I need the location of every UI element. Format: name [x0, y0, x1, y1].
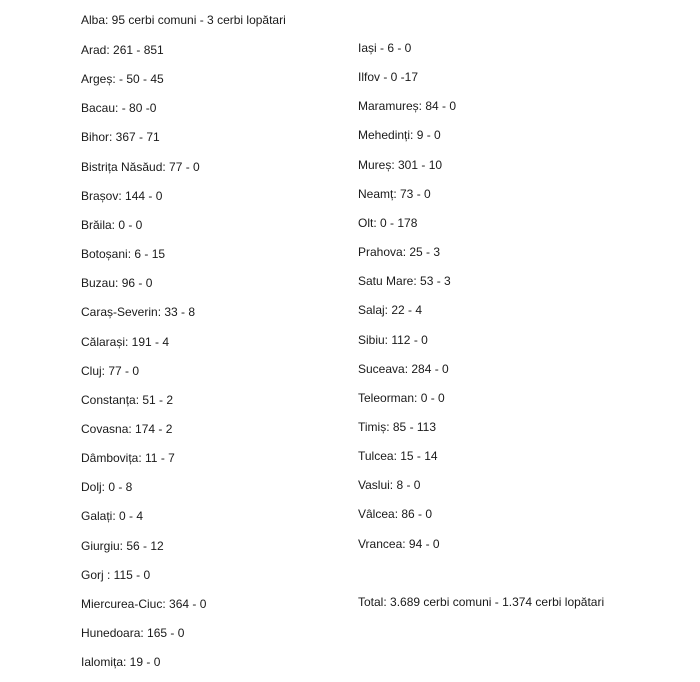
total-line: Total: 3.689 cerbi comuni - 1.374 cerbi lopătari	[358, 595, 605, 609]
left-column-entry: Hunedoara: 165 - 0	[81, 626, 185, 640]
left-column-entry: Brăila: 0 - 0	[81, 217, 143, 232]
right-column-entry: Mehedinți: 9 - 0	[358, 128, 441, 143]
left-column-entry: Ialomița: 19 - 0	[81, 655, 161, 670]
left-column-entry: Călarași: 191 - 4	[81, 334, 170, 349]
right-column-entry: Olt: 0 - 178	[358, 215, 418, 230]
right-column-entry: Timiș: 85 - 113	[358, 419, 437, 434]
left-column-entry: Cluj: 77 - 0	[81, 363, 140, 378]
header-line: Alba: 95 cerbi comuni - 3 cerbi lopătari	[81, 13, 286, 27]
right-column-entry: Maramureș: 84 - 0	[358, 99, 457, 114]
right-column-entry: Satu Mare: 53 - 3	[358, 274, 451, 289]
right-column-entry: Iași - 6 - 0	[358, 41, 412, 55]
right-column-entry: Neamț: 73 - 0	[358, 186, 431, 201]
right-column-entry: Ilfov - 0 -17	[358, 70, 419, 85]
left-column-entry: Argeș: - 50 - 45	[81, 72, 164, 87]
right-column-entry: Tulcea: 15 - 14	[358, 449, 438, 464]
left-column-entry: Dâmbovița: 11 - 7	[81, 451, 175, 466]
right-column-entry: Vâlcea: 86 - 0	[358, 507, 433, 522]
right-column-entry: Salaj: 22 - 4	[358, 303, 423, 318]
right-column-entry: Vaslui: 8 - 0	[358, 478, 421, 493]
left-column-entry: Caraș-Severin: 33 - 8	[81, 305, 196, 320]
left-column-entry: Bacau: - 80 -0	[81, 101, 157, 116]
left-column-entry: Buzau: 96 - 0	[81, 276, 153, 291]
left-column-entry: Brașov: 144 - 0	[81, 188, 163, 203]
left-column-entry: Covasna: 174 - 2	[81, 421, 173, 436]
right-column-entry: Mureș: 301 - 10	[358, 157, 443, 172]
left-column-entry: Constanța: 51 - 2	[81, 392, 174, 407]
left-column-entry: Bihor: 367 - 71	[81, 130, 160, 145]
left-column-entry: Botoșani: 6 - 15	[81, 247, 166, 262]
left-column-entry: Dolj: 0 - 8	[81, 480, 133, 495]
right-column-entry: Suceava: 284 - 0	[358, 361, 449, 376]
left-column-entry: Miercurea-Ciuc: 364 - 0	[81, 596, 207, 611]
left-column-entry: Giurgiu: 56 - 12	[81, 538, 164, 553]
left-column-entry: Gorj : 115 - 0	[81, 567, 151, 582]
left-column-entry: Arad: 261 - 851	[81, 43, 164, 57]
right-column-entry: Teleorman: 0 - 0	[358, 390, 445, 405]
left-column-entry: Bistrița Năsăud: 77 - 0	[81, 159, 200, 174]
right-column-entry: Sibiu: 112 - 0	[358, 332, 428, 347]
right-column-entry: Vrancea: 94 - 0	[358, 536, 440, 551]
right-column-entry: Prahova: 25 - 3	[358, 245, 441, 260]
left-column-entry: Galați: 0 - 4	[81, 509, 144, 524]
